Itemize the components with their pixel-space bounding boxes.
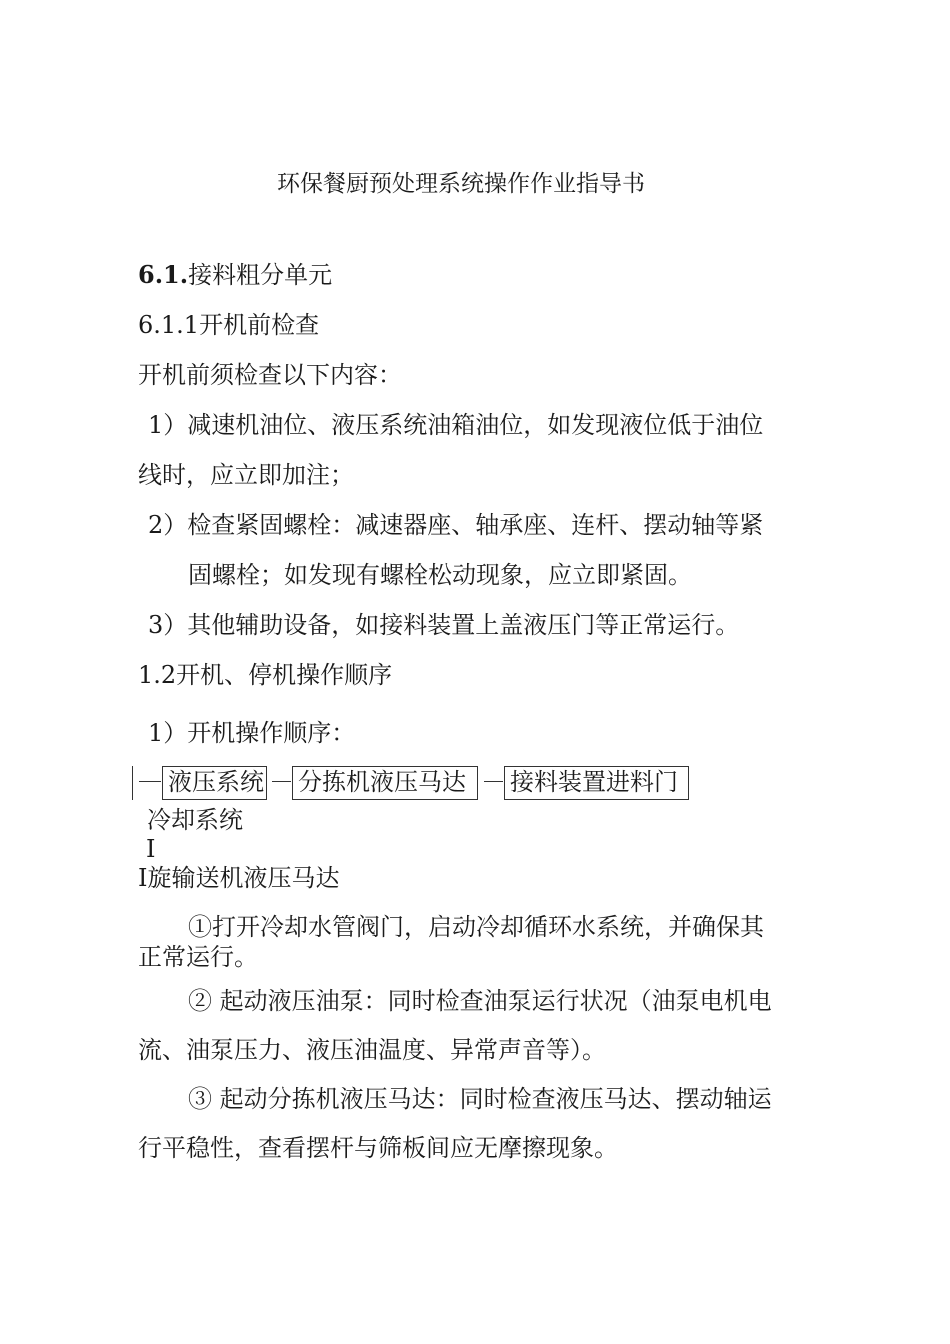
flow-box-hydraulic: 液压系统 (162, 766, 267, 800)
item-2-line-2: 固螺栓；如发现有螺栓松动现象，应立即紧固。 (188, 561, 692, 589)
startup-heading: 1）开机操作顺序： (148, 719, 356, 747)
section-heading (138, 260, 332, 290)
flow-screw-conveyor: I旋输送机液压马达 (138, 864, 340, 892)
step-1-line-1: ①打开冷却水管阀门，启动冷却循环水系统，并确保其 (188, 913, 764, 941)
item-2-line-1: 2）检查紧固螺栓：减速器座、轴承座、连杆、摆动轴等紧 (148, 511, 764, 539)
flow-cooling-system: 冷却系统 (147, 806, 243, 834)
flow-connector-1 (139, 781, 161, 782)
step-2-line-1: ② 起动液压油泵：同时检查油泵运行状况（油泵电机电 (188, 987, 772, 1015)
section-number: 6.1. (138, 260, 189, 289)
step-3-line-1: ③ 起动分拣机液压马达：同时检查液压马达、摆动轴运 (188, 1085, 772, 1113)
step-1-line-2: 正常运行。 (138, 943, 258, 971)
subsection-heading-1: 6.1.1开机前检查 (138, 311, 320, 339)
intro-text: 开机前须检查以下内容： (138, 361, 402, 389)
flow-marker: I (146, 835, 156, 863)
flow-box-feed-door: 接料装置进料门 (504, 766, 689, 800)
item-3: 3）其他辅助设备，如接料装置上盖液压门等正常运行。 (148, 611, 740, 639)
step-2-line-2: 流、油泵压力、液压油温度、异常声音等）。 (138, 1036, 606, 1064)
item-1-line-1: 1）减速机油位、液压系统油箱油位，如发现液位低于油位 (148, 411, 764, 439)
step-3-line-2: 行平稳性，查看摆杆与筛板间应无摩擦现象。 (138, 1134, 618, 1162)
flow-left-bar (132, 766, 133, 800)
item-1-line-2: 线时，应立即加注； (138, 461, 354, 489)
flow-box-sorter-motor: 分拣机液压马达 (292, 766, 478, 800)
document-title: 环保餐厨预处理系统操作作业指导书 (277, 171, 645, 197)
section-title: 接料粗分单元 (188, 261, 333, 289)
subsection-heading-2: 1.2开机、停机操作顺序 (138, 661, 393, 689)
flow-connector-3 (484, 781, 503, 782)
flow-connector-2 (272, 781, 291, 782)
